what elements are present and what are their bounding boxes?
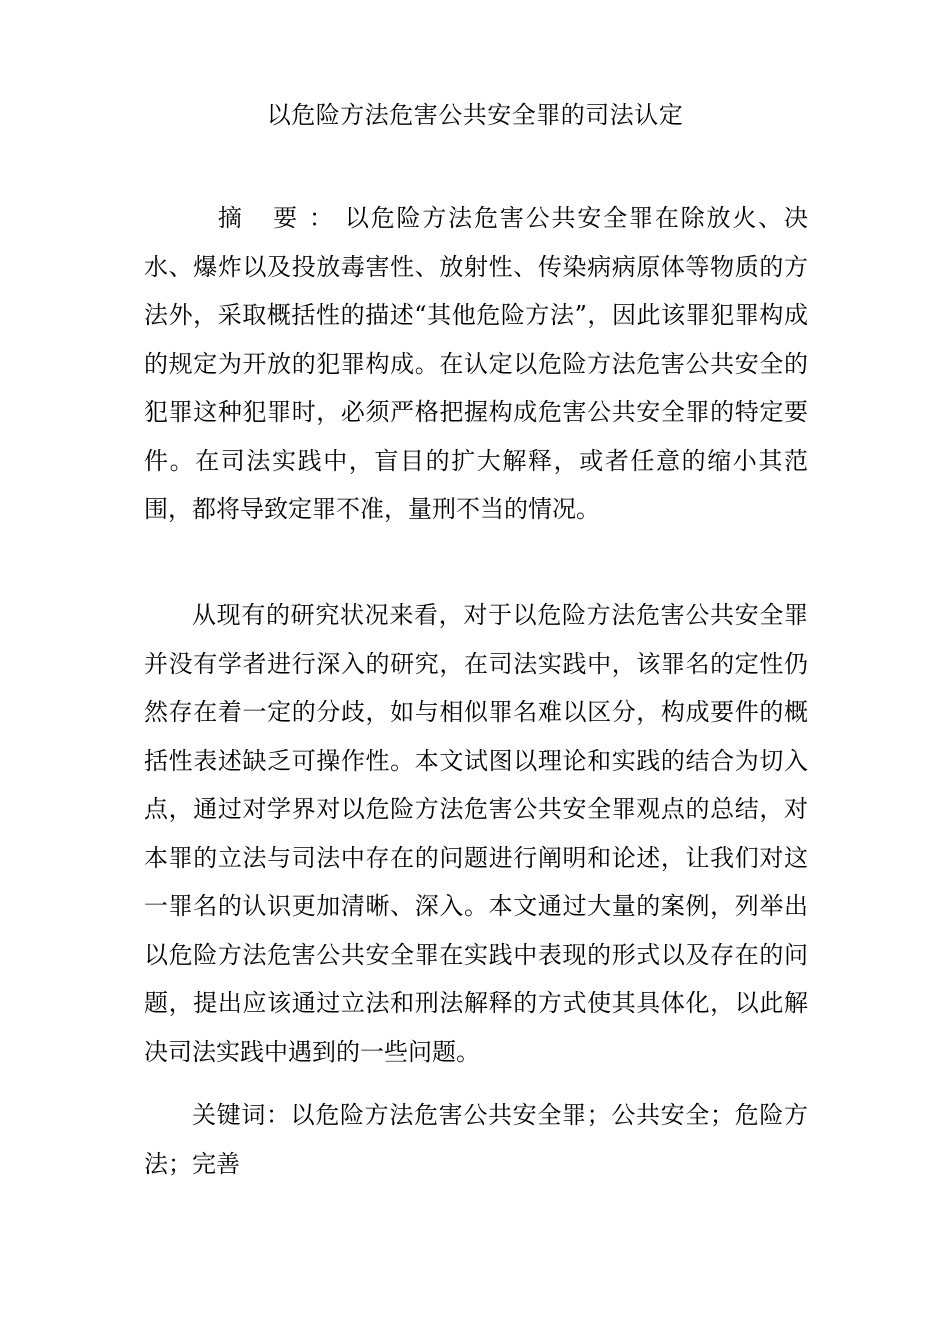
document-title: 以危险方法危害公共安全罪的司法认定 [266, 101, 684, 129]
keywords-paragraph [144, 1091, 808, 1188]
abstract-label: 摘 要： [216, 204, 345, 232]
body-paragraph: 从现有的研究状况来看，对于以危险方法危害公共安全罪并没有学者进行深入的研究，在司法实践中，该罪名的定性仍然存在着一定的分歧，如与相似罪名难以区分，构成要件的概括性表述缺乏可操作性。本文试图以理论和实践的结合为切入点，通过对学界对以危险方法危害公共安全罪观点的总结，对本罪的立法与司法中存在的问题进行阐明和论述，让我们对这一罪名的认识更加清晰、深入。本文通过大量的案例，列举出以危险方法危害公共安全罪在实践中表现的形式以及存在的问题，提出应该通过立法和刑法解释的方式使其具体化，以此解决司法实践中遇到的一些问题。 [144, 601, 808, 1066]
abstract-text: 以危险方法危害公共安全罪在除放火、决水、爆炸以及投放毒害性、放射性、传染病病原体等物质的方法外，采取概括性的描述“其他危险方法”，因此该罪犯罪构成的规定为开放的犯罪构成。在认定以危险方法危害公共安全的犯罪这种犯罪时，必须严格把握构成危害公共安全罪的特定要件。在司法实践中，盲目的扩大解释，或者任意的缩小其范围，都将导致定罪不准，量刑不当的情况。 [144, 204, 808, 523]
abstract-paragraph [144, 194, 808, 534]
keywords-text: 以危险方法危害公共安全罪；公共安全；危险方法；完善 [144, 1101, 809, 1178]
keywords-label: 关键词： [192, 1101, 291, 1129]
